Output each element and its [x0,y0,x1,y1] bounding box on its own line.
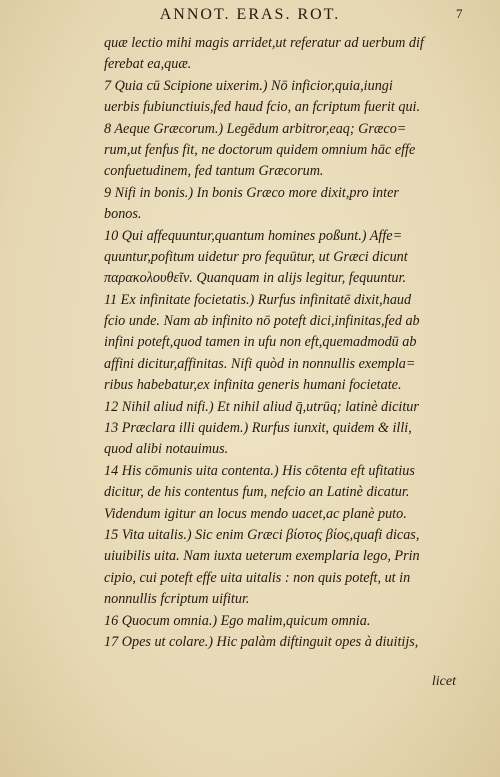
text-line: dicitur, de his contentus fum, nefcio an Latinè dicatur. [104,484,410,501]
text-line: ribus habebatur,ex infinita generis humani focietate. [104,377,402,394]
text-line: confuetudinem, fed tantum Græcorum. [104,163,324,180]
text-line: uerbis fubiunctiuis,fed haud fcio, an fcriptum fuerit qui. [104,99,421,116]
text-line: 15 Vita uitalis.) Sic enim Græci βίοτος βίος,quafi dicas, [104,526,420,543]
running-head: ANNOT. ERAS. ROT. [159,6,341,23]
text-line: 16 Quocum omnia.) Ego malim,quicum omnia. [104,612,371,629]
text-line: 14 His cōmunis uita contenta.) His cōtenta eft ufitatius [104,462,415,479]
text-line: 8 Aeque Græcorum.) Legēdum arbitror,eaq; Græco= [104,120,407,137]
text-line: affini dicitur,affinitas. Nifi quòd in nonnullis exempla= [104,355,416,372]
text-line: quæ lectio mihi magis arridet,ut referatur ad uerbum dif [104,35,424,51]
text-line: uiuibilis uita. Nam iuxta ueterum exemplaria lego, Prin [104,548,420,565]
text-line: quod alibi notauimus. [104,441,229,458]
text-line: rum,ut fenfus fit, ne doctorum quidem omnium hāc effe [104,141,416,158]
catchword: licet [431,674,456,689]
text-line: quuntur,pofitum uidetur pro fequūtur, ut Græci dicunt [104,248,408,265]
text-line: 7 Quia cū Scipione uixerim.) Nō inficior,quia,iungi [104,77,393,94]
text-line: 13 Præclara illi quidem.) Rurfus iunxit, quidem & illi, [104,420,412,437]
text-line: 17 Opes ut colare.) Hic palàm diftinguit opes à diuitijs, [104,633,419,650]
text-line: ferebat ea,quæ. [104,56,192,73]
page-number: 7 [456,6,463,21]
text-line: bonos. [104,206,142,223]
text-line: 12 Nihil aliud nifi.) Et nihil aliud q̄,utrūq; latinè dicitur [104,398,419,415]
text-line: infini poteft,quod tamen in ufu non eft,quemadmodū ab [104,334,417,351]
text-line: παρακολουθεῖν. Quanquam in alijs legitur, fequuntur. [104,270,407,287]
text-line: fcio unde. Nam ab infinito nō poteft dici,infinitas,fed ab [104,313,420,330]
text-line: 9 Nifi in bonis.) In bonis Græco more dixit,pro inter [104,184,399,201]
annotation-text-block [104,33,472,653]
text-line: nonnullis fcriptum uifitur. [104,591,250,608]
text-line: 11 Ex infinitate focietatis.) Rurfus infinitatē dixit,haud [104,291,412,308]
text-line: 10 Qui affequuntur,quantum homines poßunt.) Affe= [104,227,403,244]
text-line: cipio, cui poteft effe uita uitalis : non quis poteft, ut in [104,569,411,586]
text-line: Videndum igitur an locus mendo uacet,ac planè puto. [104,505,407,522]
